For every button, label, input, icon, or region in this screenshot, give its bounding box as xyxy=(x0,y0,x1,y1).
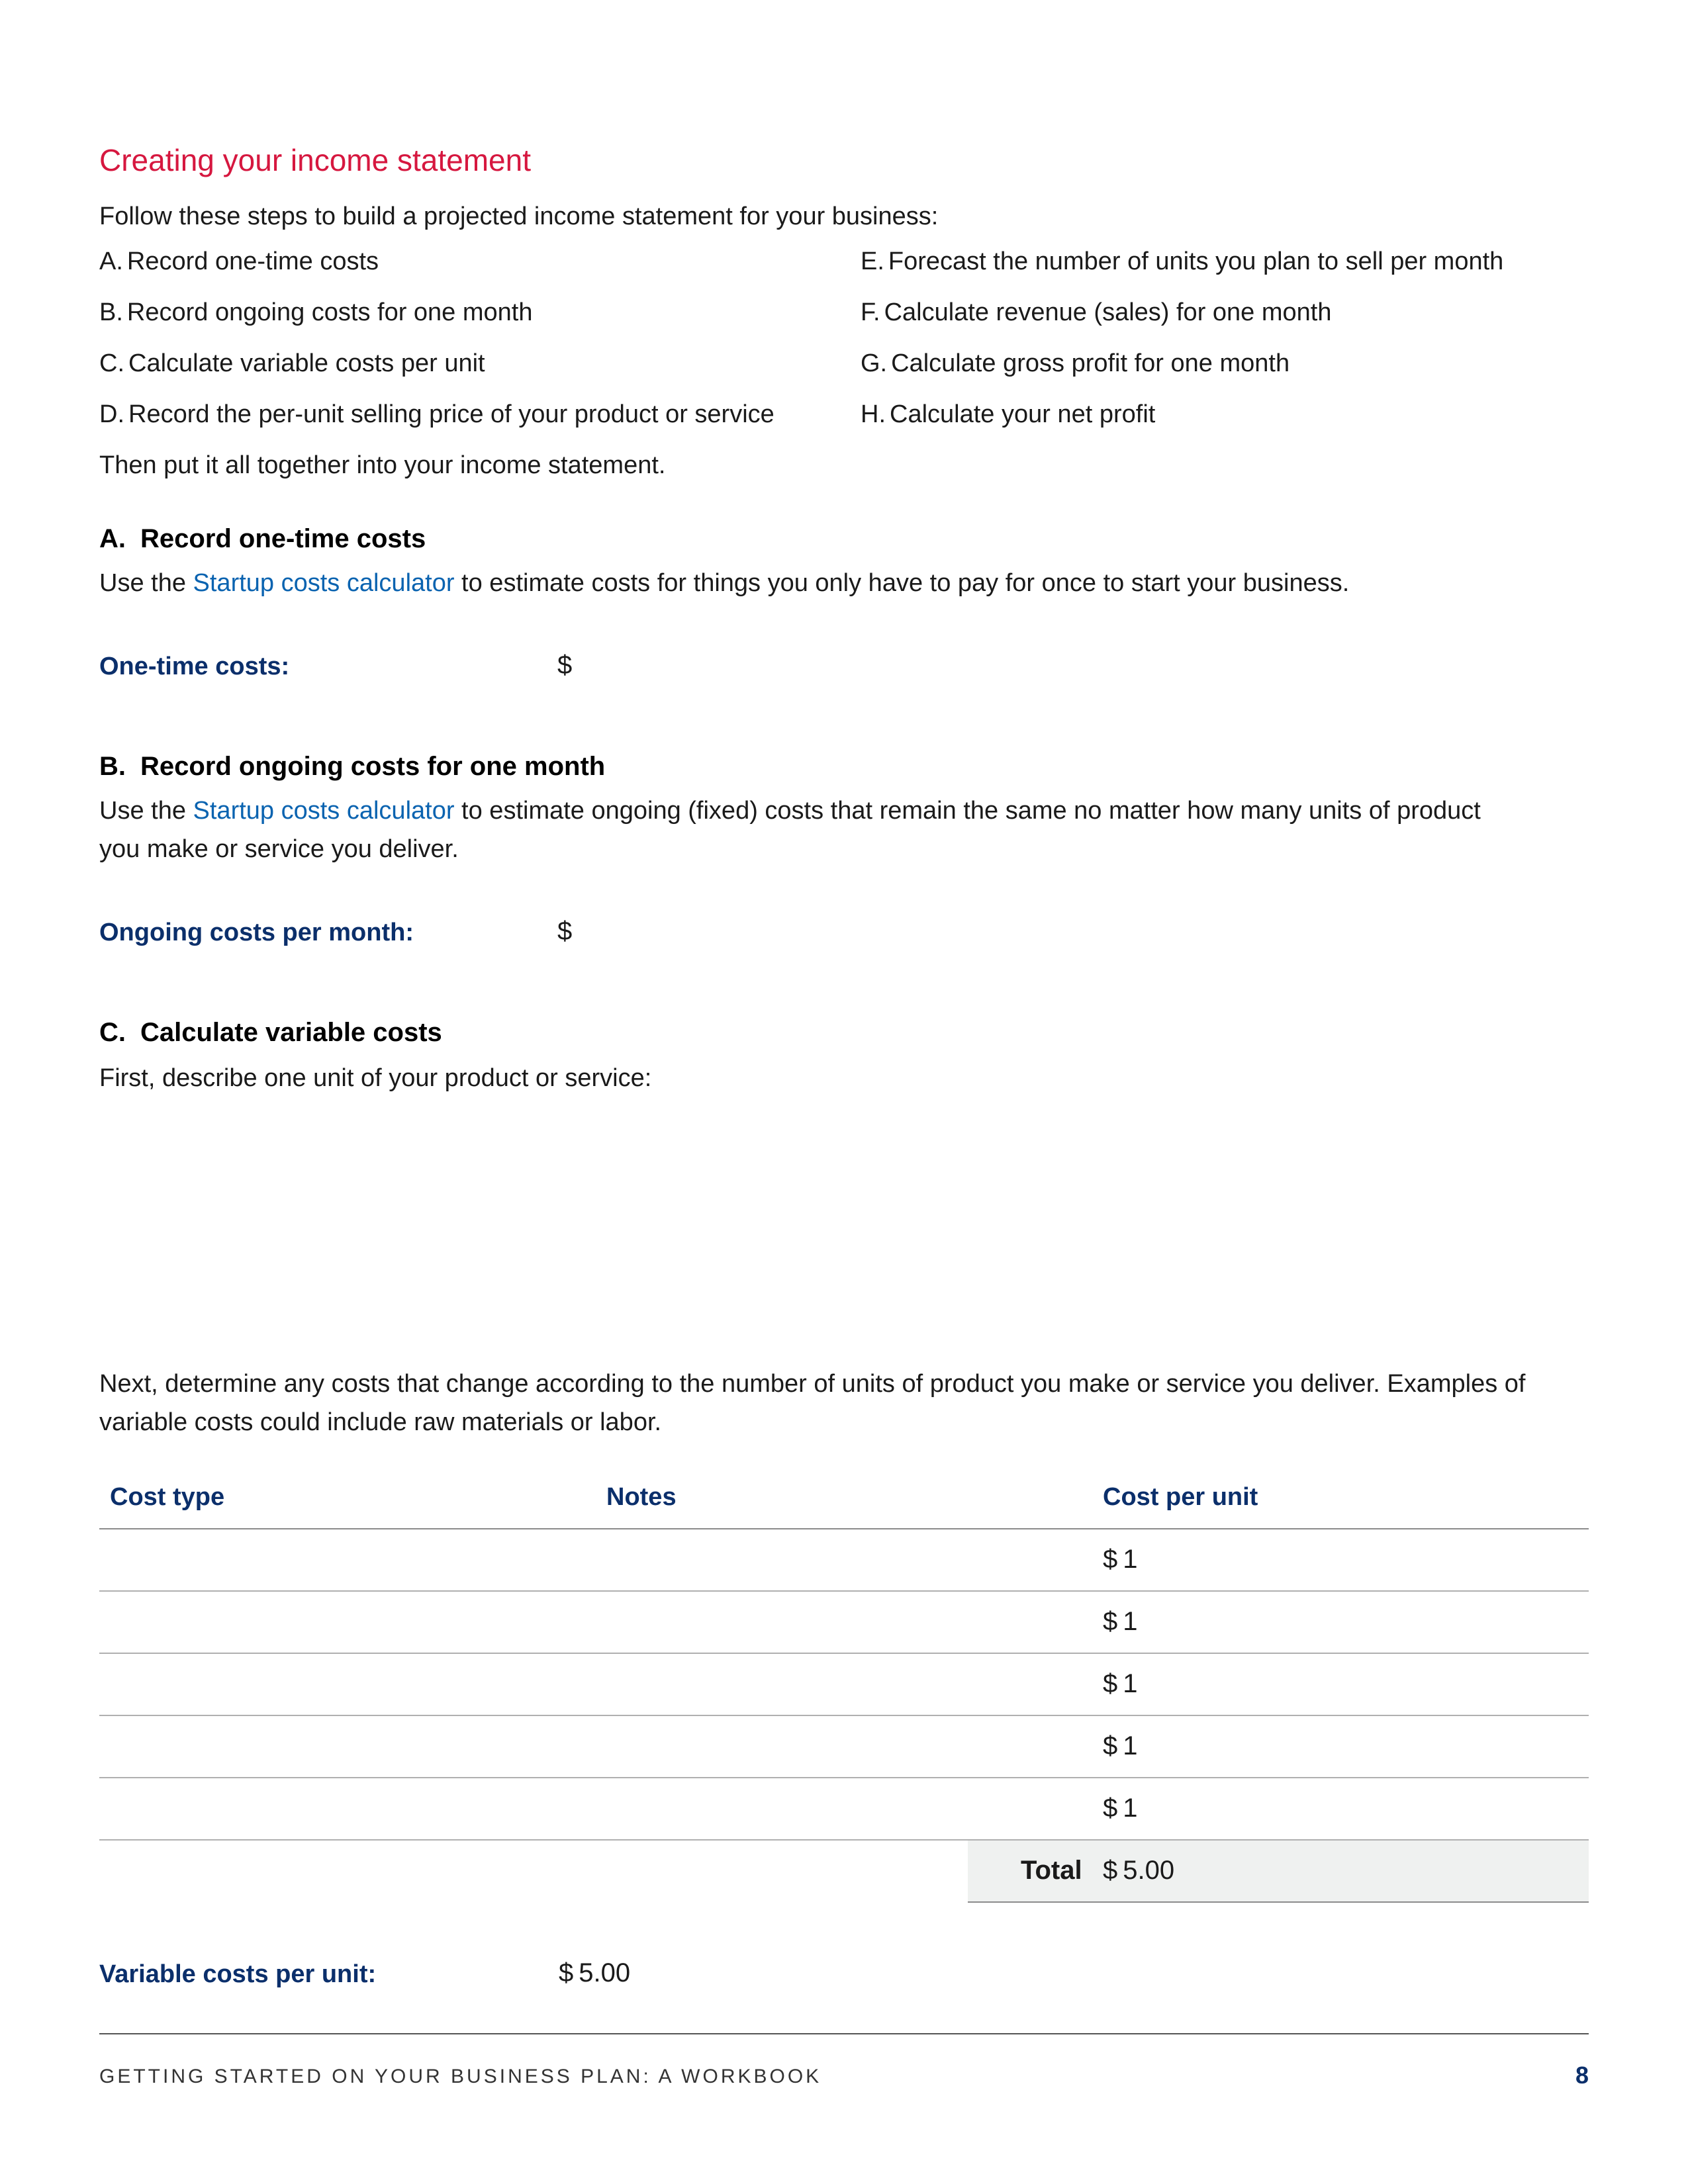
total-value xyxy=(1103,1854,1174,1887)
currency-symbol: $ xyxy=(1103,1731,1118,1760)
step-label: Record ongoing costs for one month xyxy=(126,298,533,326)
step-item xyxy=(861,245,1503,278)
cost-type-cell[interactable] xyxy=(99,1592,596,1653)
ongoing-costs-field[interactable] xyxy=(557,915,572,948)
text-fragment: Use the xyxy=(99,569,193,597)
column-header-cost-type: Cost type xyxy=(110,1483,225,1511)
table-row xyxy=(99,1654,1589,1716)
cost-type-cell[interactable] xyxy=(99,1529,596,1590)
step-item xyxy=(861,347,1289,380)
table-row xyxy=(99,1716,1589,1778)
cost-type-cell[interactable] xyxy=(99,1654,596,1715)
step-item xyxy=(99,347,485,380)
intro-text: Follow these steps to build a projected income statement for your business: xyxy=(99,203,939,230)
currency-symbol: $ xyxy=(1103,1607,1118,1636)
section-b-heading xyxy=(99,749,605,784)
step-label: Calculate your net profit xyxy=(890,400,1156,428)
variable-costs-per-unit-field[interactable] xyxy=(559,1956,630,1989)
section-title: Record ongoing costs for one month xyxy=(140,752,606,781)
ongoing-costs-label: Ongoing costs per month: xyxy=(99,919,414,946)
text-fragment: to estimate ongoing (fixed) costs that remain the same no matter how many units of product xyxy=(454,797,1481,825)
section-letter: A. xyxy=(99,524,126,553)
table-header xyxy=(99,1466,1589,1529)
section-b-description-line1 xyxy=(99,794,1481,827)
step-letter: C. xyxy=(99,349,124,377)
step-item xyxy=(99,398,774,431)
step-label: Record one-time costs xyxy=(126,248,379,275)
currency-symbol: $ xyxy=(1103,1856,1118,1885)
cost-value: 1 xyxy=(1123,1607,1138,1636)
notes-cell[interactable] xyxy=(596,1778,1092,1839)
section-b-description-line2: you make or service you deliver. xyxy=(99,835,459,863)
variable-costs-description-line2: variable costs could include raw materials or labor. xyxy=(99,1408,662,1436)
total-label: Total xyxy=(1021,1856,1082,1885)
one-time-costs-field[interactable] xyxy=(557,649,572,682)
variable-costs-description-line1: Next, determine any costs that change according to the number of units of product you make or service you deliver. Examples of xyxy=(99,1370,1526,1398)
cost-type-cell[interactable] xyxy=(99,1778,596,1839)
cost-value: 1 xyxy=(1123,1794,1138,1823)
startup-costs-calculator-link[interactable]: Startup costs calculator xyxy=(193,569,455,597)
currency-symbol: $ xyxy=(1103,1794,1118,1823)
step-item xyxy=(99,245,379,278)
table-row xyxy=(99,1529,1589,1592)
step-letter: H. xyxy=(861,400,886,428)
column-header-cost-per-unit: Cost per unit xyxy=(1103,1483,1258,1511)
cost-type-cell[interactable] xyxy=(99,1716,596,1777)
notes-cell[interactable] xyxy=(596,1529,1092,1590)
step-letter: B. xyxy=(99,298,123,326)
section-title: Calculate variable costs xyxy=(140,1018,442,1047)
unit-description-area[interactable] xyxy=(99,1101,1589,1340)
step-label: Calculate revenue (sales) for one month xyxy=(884,298,1332,326)
text-fragment: Use the xyxy=(99,797,193,825)
section-letter: C. xyxy=(99,1018,126,1047)
total-amount: 5.00 xyxy=(1123,1856,1175,1885)
page-number: 8 xyxy=(1575,2062,1589,2089)
footer-title: GETTING STARTED ON YOUR BUSINESS PLAN: A WORKBOOK xyxy=(99,2066,822,2087)
notes-cell[interactable] xyxy=(596,1654,1092,1715)
variable-costs-table xyxy=(99,1466,1589,1901)
step-item xyxy=(99,296,533,329)
section-c-heading xyxy=(99,1015,442,1050)
currency-symbol: $ xyxy=(557,917,573,946)
page-title: Creating your income statement xyxy=(99,143,531,177)
currency-symbol: $ xyxy=(557,651,573,680)
notes-cell[interactable] xyxy=(596,1716,1092,1777)
variable-costs-per-unit-label: Variable costs per unit: xyxy=(99,1960,377,1988)
currency-symbol: $ xyxy=(559,1958,574,1987)
notes-cell[interactable] xyxy=(596,1592,1092,1653)
step-item xyxy=(861,296,1331,329)
step-letter: E. xyxy=(861,248,884,275)
step-label: Calculate gross profit for one month xyxy=(891,349,1290,377)
step-label: Forecast the number of units you plan to sell per month xyxy=(888,248,1504,275)
section-a-heading xyxy=(99,522,426,556)
step-item xyxy=(861,398,1155,431)
table-row xyxy=(99,1778,1589,1841)
step-letter: F. xyxy=(861,298,880,326)
table-total-row xyxy=(99,1841,1589,1901)
step-label: Calculate variable costs per unit xyxy=(128,349,485,377)
step-label: Record the per-unit selling price of your product or service xyxy=(128,400,774,428)
describe-unit-prompt: First, describe one unit of your product or service: xyxy=(99,1064,652,1092)
one-time-costs-label: One-time costs: xyxy=(99,653,290,680)
variable-costs-value: 5.00 xyxy=(579,1958,631,1987)
step-letter: G. xyxy=(861,349,888,377)
footer-divider xyxy=(99,2033,1589,2034)
section-a-description xyxy=(99,567,1349,600)
section-letter: B. xyxy=(99,752,126,781)
cost-value: 1 xyxy=(1123,1545,1138,1574)
text-fragment: to estimate costs for things you only have to pay for once to start your business. xyxy=(454,569,1350,597)
column-header-notes: Notes xyxy=(606,1483,677,1511)
startup-costs-calculator-link[interactable]: Startup costs calculator xyxy=(193,797,455,825)
section-title: Record one-time costs xyxy=(140,524,426,553)
then-text: Then put it all together into your income statement. xyxy=(99,451,666,479)
table-row xyxy=(99,1592,1589,1654)
currency-symbol: $ xyxy=(1103,1545,1118,1574)
cost-value: 1 xyxy=(1123,1669,1138,1698)
cost-value: 1 xyxy=(1123,1731,1138,1760)
step-letter: A. xyxy=(99,248,123,275)
step-letter: D. xyxy=(99,400,124,428)
currency-symbol: $ xyxy=(1103,1669,1118,1698)
